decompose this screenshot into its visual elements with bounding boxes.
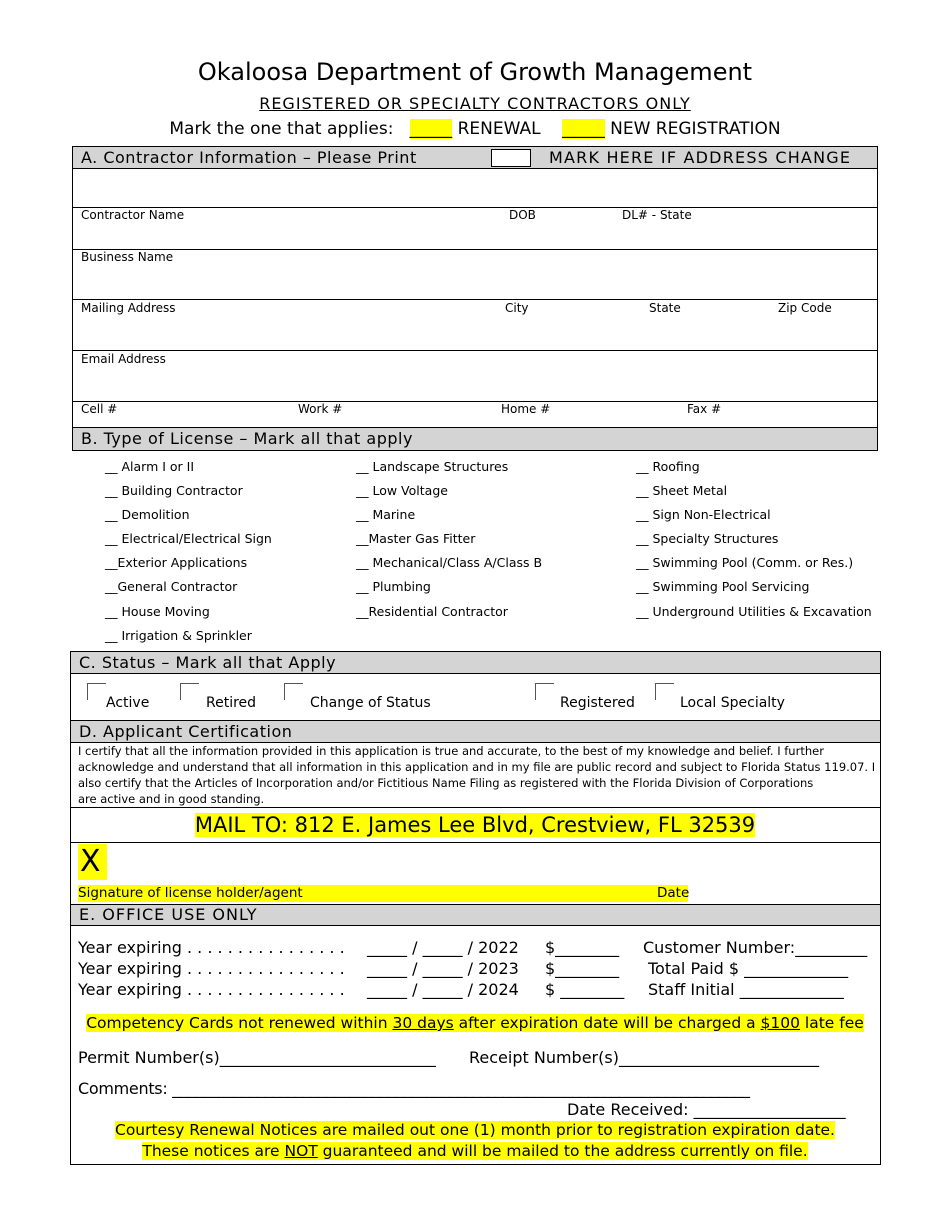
divider	[72, 249, 878, 250]
signature-label[interactable]: Signature of license holder/agent	[78, 885, 688, 902]
status-registered-label: Registered	[560, 695, 635, 711]
year-expiring-2024-date[interactable]: _____ / _____ / 2024	[367, 980, 519, 999]
section-c-title: C. Status – Mark all that Apply	[79, 653, 337, 672]
license-alarm[interactable]: __ Alarm I or II	[105, 459, 195, 474]
status-active-checkbox[interactable]	[87, 683, 106, 700]
section-d-title: D. Applicant Certification	[79, 722, 293, 741]
mail-to-row	[0, 813, 950, 837]
customer-number-field[interactable]: Customer Number:_________	[643, 938, 868, 957]
license-mechanical[interactable]: __ Mechanical/Class A/Class B	[356, 555, 543, 570]
renewal-blank[interactable]: _____	[409, 119, 453, 139]
license-exterior-applications[interactable]: __Exterior Applications	[105, 555, 248, 570]
section-d-header	[70, 720, 881, 743]
status-registered-checkbox[interactable]	[535, 683, 554, 700]
license-master-gas-fitter[interactable]: __Master Gas Fitter	[356, 531, 476, 546]
status-change-checkbox[interactable]	[284, 683, 303, 700]
divider	[72, 207, 878, 208]
city-label: City	[505, 301, 529, 315]
staff-initial-field[interactable]: Staff Initial _____________	[648, 980, 844, 999]
year-expiring-2024-label: Year expiring . . . . . . . . . . . . . . . .	[78, 980, 345, 999]
courtesy-text: guaranteed and will be mailed to the address currently on file.	[317, 1142, 808, 1160]
application-type-row	[0, 119, 950, 139]
business-name-label: Business Name	[81, 250, 174, 264]
year-expiring-2022-amount[interactable]: $________	[545, 938, 620, 957]
competency-text: late fee	[799, 1014, 864, 1032]
license-specialty-structures[interactable]: __ Specialty Structures	[636, 531, 779, 546]
divider	[70, 807, 881, 808]
license-sign-non-electrical[interactable]: __ Sign Non-Electrical	[636, 507, 771, 522]
mark-prompt: Mark the one that applies:	[169, 119, 394, 139]
email-label: Email Address	[81, 352, 166, 366]
license-landscape-structures[interactable]: __ Landscape Structures	[356, 459, 509, 474]
license-building-contractor[interactable]: __ Building Contractor	[105, 483, 243, 498]
license-underground-utilities[interactable]: __ Underground Utilities & Excavation	[636, 604, 872, 619]
fax-label: Fax #	[687, 402, 722, 416]
year-expiring-2023-label: Year expiring . . . . . . . . . . . . . . . .	[78, 959, 345, 978]
section-a-box	[72, 146, 878, 428]
section-a-header	[72, 146, 878, 169]
permit-number-field[interactable]: Permit Number(s)___________________________	[78, 1048, 436, 1067]
courtesy-notice-line2	[0, 1142, 950, 1160]
certification-line: I certify that all the information provided in this application is true and accurate, to the best of my knowledge and belief. I further	[78, 744, 824, 758]
year-expiring-2023-amount[interactable]: $________	[545, 959, 620, 978]
section-c-header	[70, 651, 881, 674]
year-expiring-2024-amount[interactable]: $ ________	[545, 980, 625, 999]
divider	[72, 299, 878, 300]
new-registration-label: NEW REGISTRATION	[610, 119, 781, 139]
license-residential-contractor[interactable]: __Residential Contractor	[356, 604, 508, 619]
certification-line: are active and in good standing.	[78, 792, 265, 806]
license-swimming-pool[interactable]: __ Swimming Pool (Comm. or Res.)	[636, 555, 854, 570]
total-paid-field[interactable]: Total Paid $ _____________	[648, 959, 849, 978]
license-sheet-metal[interactable]: __ Sheet Metal	[636, 483, 728, 498]
status-active-label: Active	[106, 695, 150, 711]
date-received-field[interactable]: Date Received: ___________________	[567, 1100, 846, 1119]
certification-line: acknowledge and understand that all information in this application and in my file are public record and subject to Florida Status 119.07. I	[78, 760, 876, 774]
competency-text: after expiration date will be charged a	[453, 1014, 761, 1032]
receipt-number-field[interactable]: Receipt Number(s)_________________________	[469, 1048, 819, 1067]
section-e-header	[70, 904, 881, 926]
divider	[72, 401, 878, 402]
new-registration-blank[interactable]: _____	[562, 119, 605, 139]
form-subtitle: REGISTERED OR SPECIALTY CONTRACTORS ONLY	[259, 94, 691, 113]
certification-text	[78, 743, 875, 807]
license-irrigation[interactable]: __ Irrigation & Sprinkler	[105, 628, 252, 643]
mail-to-address: MAIL TO: 812 E. James Lee Blvd, Crestview, FL 32539	[194, 813, 756, 837]
section-b-header	[72, 427, 878, 451]
license-electrical[interactable]: __ Electrical/Electrical Sign	[105, 531, 272, 546]
zip-label: Zip Code	[778, 301, 832, 315]
status-retired-label: Retired	[206, 695, 257, 711]
state-label: State	[649, 301, 681, 315]
year-expiring-2023-date[interactable]: _____ / _____ / 2023	[367, 959, 519, 978]
status-retired-checkbox[interactable]	[180, 683, 199, 700]
section-a-title: A. Contractor Information – Please Print	[81, 148, 417, 167]
divider	[72, 350, 878, 351]
license-plumbing[interactable]: __ Plumbing	[356, 579, 431, 594]
competency-text: Competency Cards not renewed within	[86, 1014, 393, 1032]
cell-label: Cell #	[81, 402, 118, 416]
home-label: Home #	[501, 402, 551, 416]
comments-field[interactable]: Comments: ___________________________________________________________________________	[78, 1079, 750, 1098]
certification-line: also certify that the Articles of Incorporation and/or Fictitious Name Filing as registered with the Florida Division of Corporations	[78, 776, 814, 790]
mailing-address-label: Mailing Address	[81, 301, 176, 315]
license-marine[interactable]: __ Marine	[356, 507, 416, 522]
status-local-specialty-label: Local Specialty	[680, 695, 785, 711]
address-change-checkbox[interactable]	[491, 149, 531, 167]
courtesy-text: Courtesy Renewal Notices are mailed out one (1) month prior to registration expiration date.	[115, 1121, 835, 1139]
section-e-title: E. OFFICE USE ONLY	[79, 905, 258, 924]
license-house-moving[interactable]: __ House Moving	[105, 604, 210, 619]
courtesy-text: These notices are	[142, 1142, 285, 1160]
competency-days: 30 days	[392, 1014, 454, 1032]
work-label: Work #	[298, 402, 343, 416]
license-demolition[interactable]: __ Demolition	[105, 507, 190, 522]
renewal-label: RENEWAL	[457, 119, 541, 139]
year-expiring-2022-label: Year expiring . . . . . . . . . . . . . . . .	[78, 938, 345, 957]
contractor-name-label: Contractor Name	[81, 208, 185, 222]
license-swimming-pool-servicing[interactable]: __ Swimming Pool Servicing	[636, 579, 810, 594]
signature-x: X	[78, 844, 107, 880]
courtesy-notice-line1	[0, 1121, 950, 1139]
courtesy-not: NOT	[284, 1142, 318, 1160]
dl-state-label: DL# - State	[622, 208, 692, 222]
form-title: Okaloosa Department of Growth Management	[197, 58, 753, 86]
license-general-contractor[interactable]: __General Contractor	[105, 579, 238, 594]
competency-fee: $100	[760, 1014, 800, 1032]
section-b-title: B. Type of License – Mark all that apply	[81, 429, 413, 448]
year-expiring-2022-date[interactable]: _____ / _____ / 2022	[367, 938, 519, 957]
competency-notice	[0, 1014, 950, 1032]
license-low-voltage[interactable]: __ Low Voltage	[356, 483, 448, 498]
license-roofing[interactable]: __ Roofing	[636, 459, 700, 474]
status-change-label: Change of Status	[310, 695, 431, 711]
divider	[70, 842, 881, 843]
status-local-specialty-checkbox[interactable]	[655, 683, 674, 700]
dob-label: DOB	[509, 208, 536, 222]
signature-date-label: Date	[657, 885, 690, 901]
address-change-label: MARK HERE IF ADDRESS CHANGE	[549, 148, 852, 167]
